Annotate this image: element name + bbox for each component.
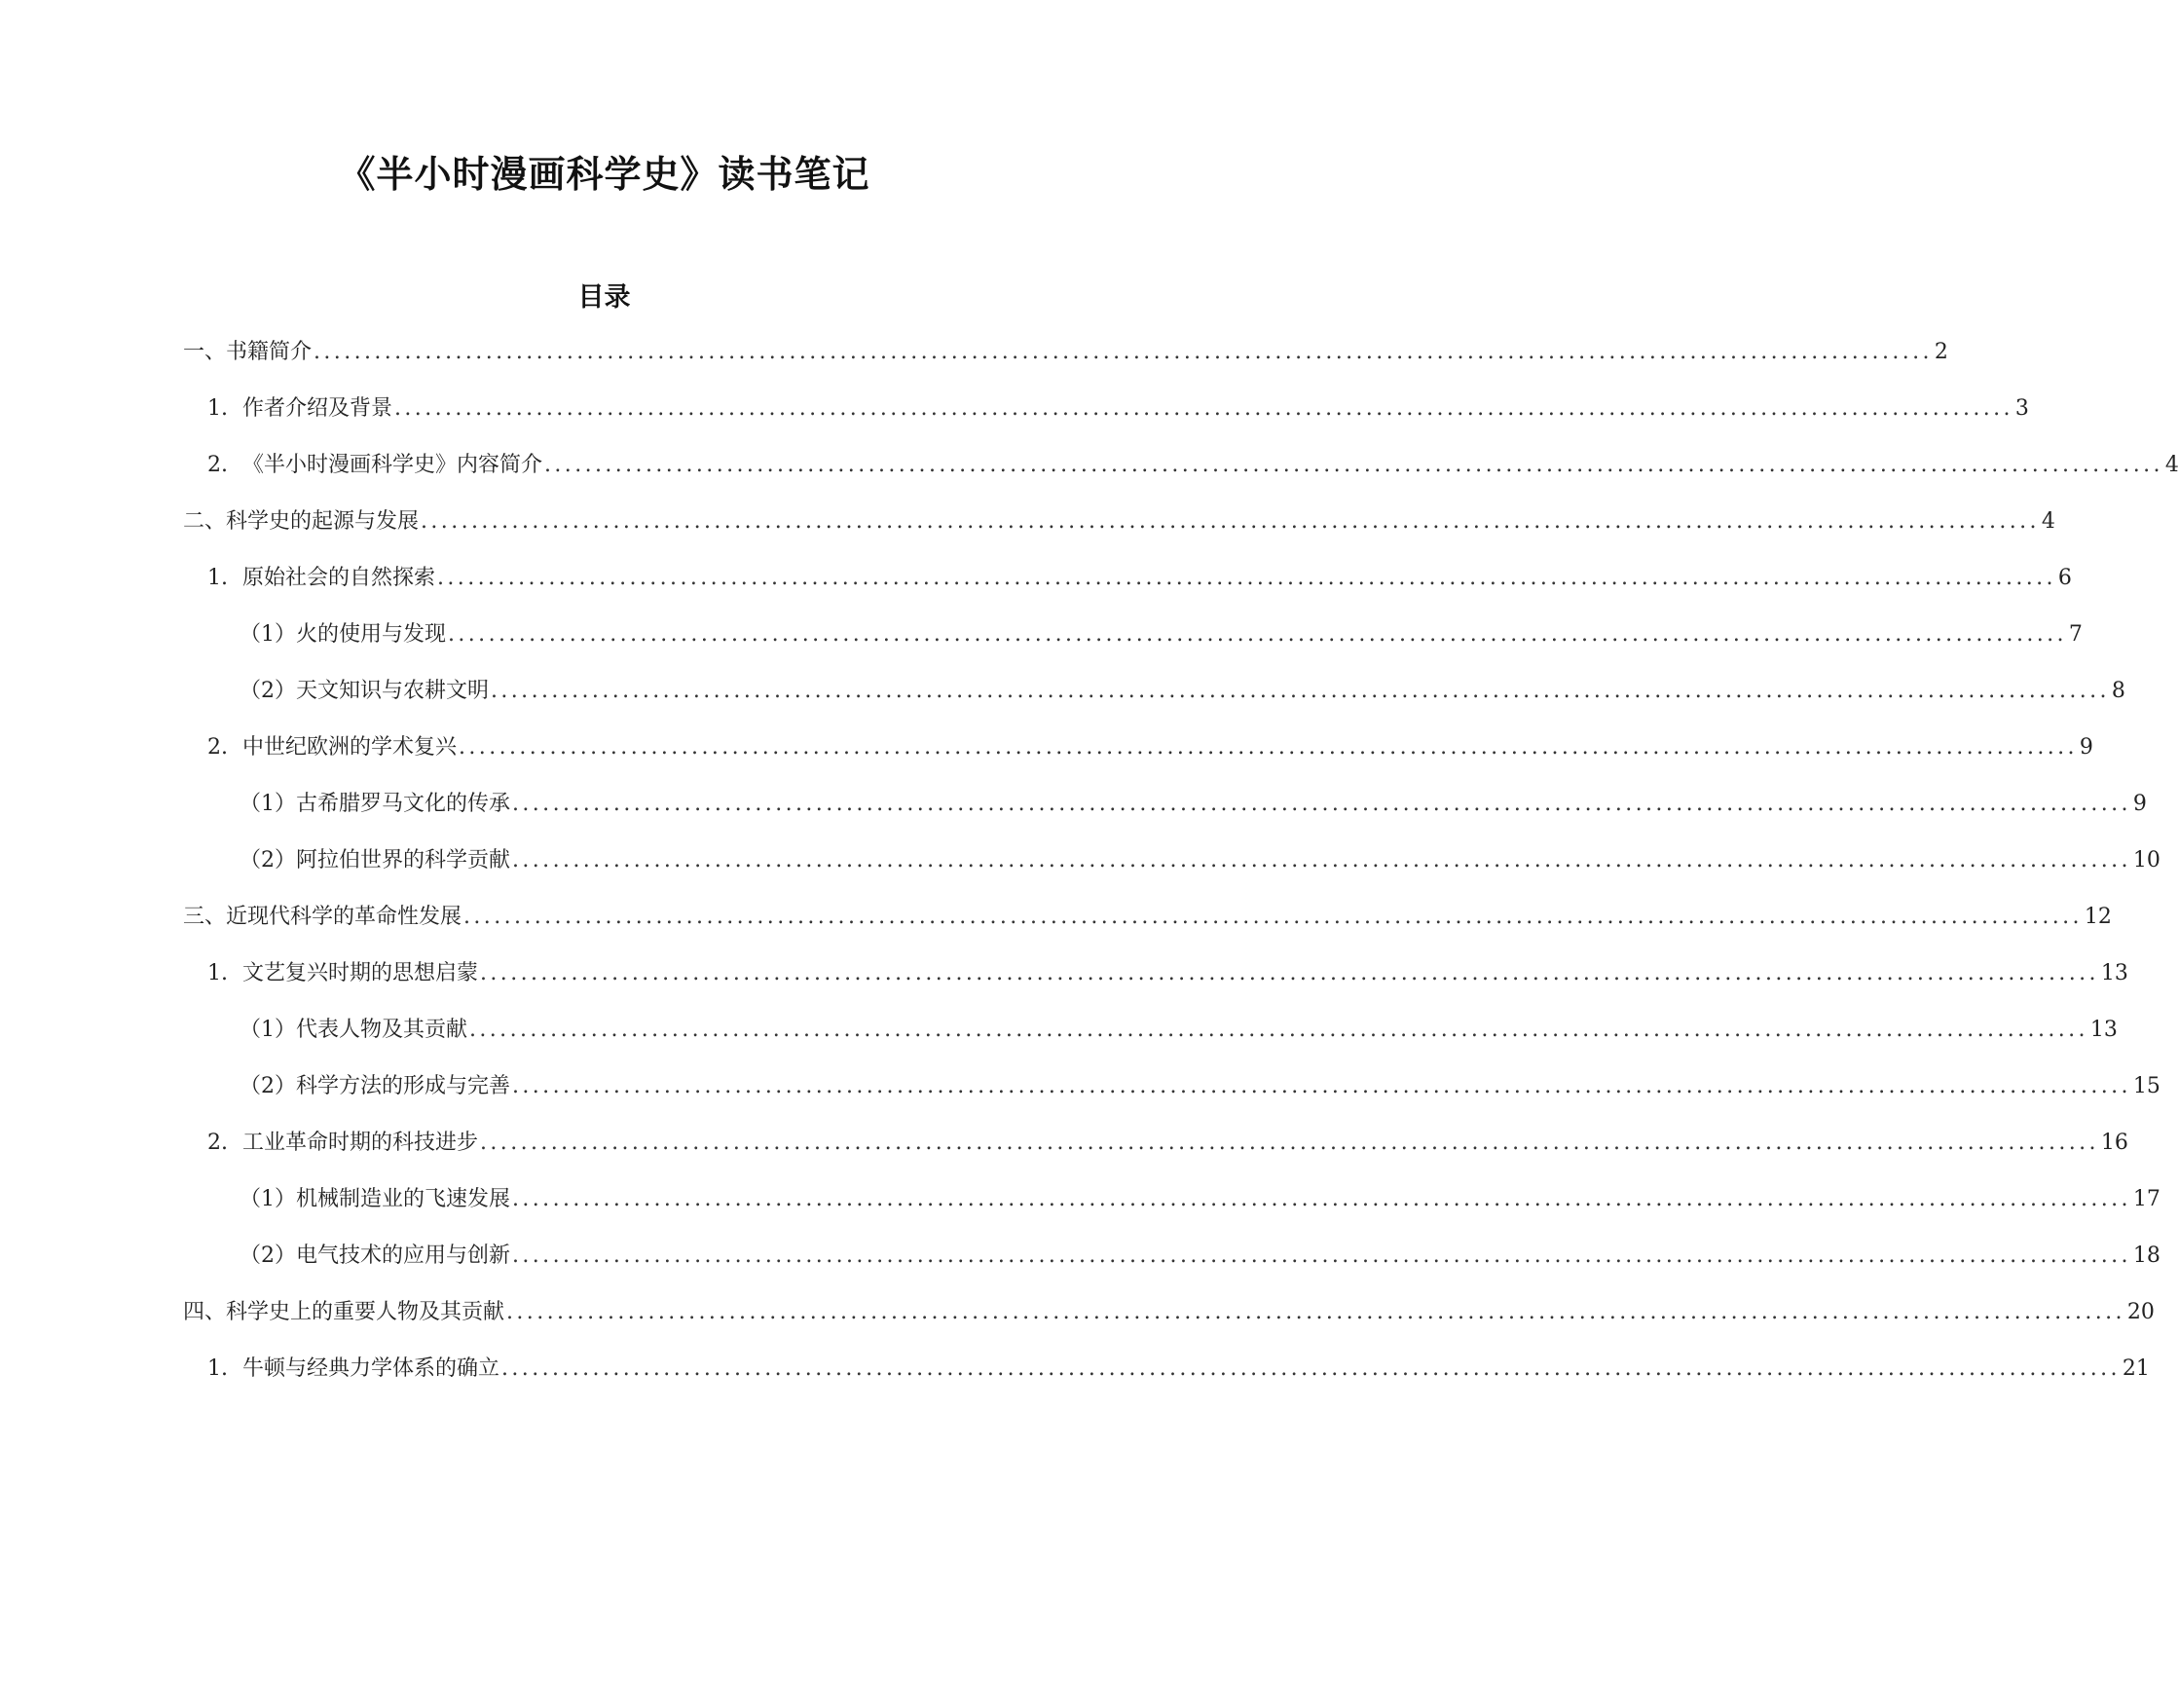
toc-dot-leader: ................................................................................................................................................................ xyxy=(469,1018,2088,1042)
toc-dot-leader: ................................................................................................................................................................ xyxy=(314,340,1933,364)
toc-dot-leader: ................................................................................................................................................................ xyxy=(512,792,2131,816)
toc-page-number: 20 xyxy=(2126,1300,2155,1324)
toc-entry[interactable] xyxy=(207,731,2093,764)
toc-entry-number: 2. xyxy=(207,453,228,477)
toc-page-number: 8 xyxy=(2111,679,2125,703)
toc-entry-number: 2. xyxy=(207,735,228,760)
toc-dot-leader: ................................................................................................................................................................ xyxy=(480,961,2099,985)
toc-entry[interactable] xyxy=(183,505,2055,538)
toc-page-number: 15 xyxy=(2132,1074,2161,1098)
toc-entry[interactable] xyxy=(240,1014,2118,1047)
toc-entry[interactable] xyxy=(240,618,2083,651)
toc-page-number: 3 xyxy=(2014,396,2029,421)
toc-entry[interactable] xyxy=(207,392,2029,426)
toc-dot-leader: ................................................................................................................................................................ xyxy=(512,1244,2131,1268)
toc-heading: 目录 xyxy=(577,282,631,313)
toc-entry-text: （1）代表人物及其贡献 xyxy=(240,1018,467,1042)
toc-entry-number: 1. xyxy=(207,566,228,590)
toc-entry-text: （2）阿拉伯世界的科学贡献 xyxy=(240,848,510,873)
toc-entry[interactable] xyxy=(207,562,2072,595)
toc-entry[interactable] xyxy=(240,788,2147,821)
toc-entry-text: 文艺复兴时期的思想启蒙 xyxy=(242,961,479,985)
toc-entry-text: 四、科学史上的重要人物及其贡献 xyxy=(183,1300,505,1324)
toc-entry[interactable] xyxy=(240,1240,2161,1273)
toc-page-number: 17 xyxy=(2132,1187,2161,1211)
toc-entry[interactable] xyxy=(207,957,2128,990)
toc-dot-leader: ................................................................................................................................................................ xyxy=(480,1131,2099,1155)
toc-entry-number: 1. xyxy=(207,961,228,985)
toc-dot-leader: ................................................................................................................................................................ xyxy=(394,396,2013,421)
toc-entry-text: （2）天文知识与农耕文明 xyxy=(240,679,489,703)
toc-page-number: 2 xyxy=(1934,340,1948,364)
toc-page-number: 18 xyxy=(2132,1244,2161,1268)
toc-dot-leader: ................................................................................................................................................................ xyxy=(506,1300,2125,1324)
toc-dot-leader: ................................................................................................................................................................ xyxy=(448,622,2067,647)
toc-dot-leader: ................................................................................................................................................................ xyxy=(459,735,2078,760)
toc-entry-text: （2）电气技术的应用与创新 xyxy=(240,1244,510,1268)
toc-dot-leader: ................................................................................................................................................................ xyxy=(501,1356,2121,1381)
toc-entry-number: 1. xyxy=(207,1356,228,1381)
toc-page-number: 7 xyxy=(2068,622,2083,647)
toc-entry[interactable] xyxy=(240,675,2125,708)
toc-entry[interactable] xyxy=(183,336,1948,369)
toc-entry-text: 牛顿与经典力学体系的确立 xyxy=(242,1356,500,1381)
toc-dot-leader: ................................................................................................................................................................ xyxy=(512,848,2131,873)
toc-entry-text: 中世纪欧洲的学术复兴 xyxy=(242,735,458,760)
toc-entry-text: 《半小时漫画科学史》内容简介 xyxy=(242,453,543,477)
toc-page-number: 13 xyxy=(2100,961,2128,985)
toc-entry-text: 三、近现代科学的革命性发展 xyxy=(183,905,462,929)
toc-dot-leader: ................................................................................................................................................................ xyxy=(544,453,2163,477)
toc-dot-leader: ................................................................................................................................................................ xyxy=(437,566,2056,590)
toc-entry-text: （1）火的使用与发现 xyxy=(240,622,446,647)
toc-entry-text: （1）机械制造业的飞速发展 xyxy=(240,1187,510,1211)
toc-entry-text: 工业革命时期的科技进步 xyxy=(242,1131,479,1155)
toc-entry-number: 2. xyxy=(207,1131,228,1155)
toc-entry[interactable] xyxy=(207,449,2179,482)
toc-dot-leader: ................................................................................................................................................................ xyxy=(512,1187,2131,1211)
document-title: 《半小时漫画科学史》读书笔记 xyxy=(338,152,870,196)
toc-dot-leader: ................................................................................................................................................................ xyxy=(491,679,2110,703)
toc-dot-leader: ................................................................................................................................................................ xyxy=(463,905,2083,929)
toc-entry-text: （2）科学方法的形成与完善 xyxy=(240,1074,510,1098)
toc-entry[interactable] xyxy=(240,1183,2161,1216)
toc-page-number: 10 xyxy=(2132,848,2161,873)
toc-entry[interactable] xyxy=(207,1127,2128,1160)
toc-entry[interactable] xyxy=(240,1070,2161,1103)
toc-entry[interactable] xyxy=(207,1353,2150,1386)
toc-entry-text: （1）古希腊罗马文化的传承 xyxy=(240,792,510,816)
toc-entry[interactable] xyxy=(183,1296,2155,1329)
toc-page-number: 6 xyxy=(2057,566,2072,590)
toc-entry-text: 一、书籍简介 xyxy=(183,340,313,364)
toc-page-number: 21 xyxy=(2122,1356,2150,1381)
toc-entry[interactable] xyxy=(183,901,2112,934)
toc-page-number: 13 xyxy=(2089,1018,2118,1042)
toc-entry-text: 作者介绍及背景 xyxy=(242,396,393,421)
toc-entry-text: 原始社会的自然探索 xyxy=(242,566,436,590)
toc-entry-number: 1. xyxy=(207,396,228,421)
toc-page-number: 12 xyxy=(2084,905,2112,929)
toc-entry[interactable] xyxy=(240,844,2161,877)
toc-dot-leader: ................................................................................................................................................................ xyxy=(421,509,2040,534)
toc-dot-leader: ................................................................................................................................................................ xyxy=(512,1074,2131,1098)
toc-page-number: 9 xyxy=(2079,735,2093,760)
toc-page-number: 4 xyxy=(2164,453,2179,477)
toc-page-number: 16 xyxy=(2100,1131,2128,1155)
toc-page-number: 4 xyxy=(2041,509,2055,534)
toc-entry-text: 二、科学史的起源与发展 xyxy=(183,509,420,534)
toc-page-number: 9 xyxy=(2132,792,2147,816)
